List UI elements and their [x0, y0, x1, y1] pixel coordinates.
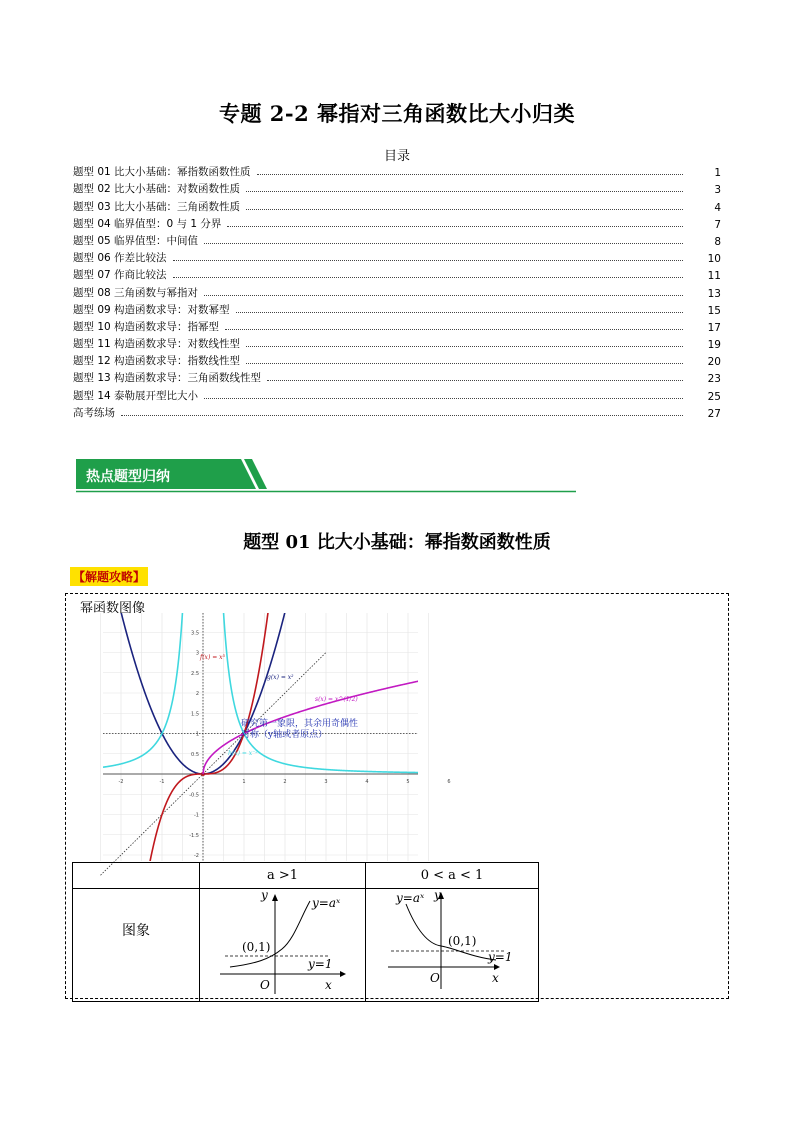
toc-page-number: 19	[707, 339, 721, 352]
toc-item[interactable]	[73, 265, 721, 282]
toc-item-label: 题型 06 作差比较法	[73, 252, 167, 265]
toc-leader	[225, 328, 683, 330]
toc-item-label: 题型 05 临界值型：中间值	[73, 234, 199, 247]
toc-page-number: 17	[707, 321, 721, 334]
table-of-contents	[73, 162, 721, 420]
toc-page-number: 25	[707, 390, 721, 403]
toc-leader	[246, 345, 683, 347]
toc-item[interactable]	[73, 162, 721, 179]
toc-heading: 目录	[383, 149, 410, 164]
toc-item-label: 题型 07 作商比较法	[73, 269, 167, 282]
toc-leader	[173, 276, 683, 278]
toc-item-label: 题型 08 三角函数与幂指对	[73, 286, 199, 299]
toc-item[interactable]	[73, 300, 721, 317]
toc-page-number: 20	[707, 356, 721, 369]
graph2-asym: y=1	[488, 950, 513, 964]
table-header-left	[73, 863, 200, 889]
toc-leader	[267, 379, 683, 381]
toc-item-label: 题型 11 构造函数求导：对数线性型	[73, 338, 241, 351]
box-title: 幂函数图像	[80, 601, 146, 616]
section-banner	[76, 459, 576, 493]
plot-note-line1: 研究第一象限，其余用奇偶性	[241, 719, 359, 729]
toc-item[interactable]	[73, 351, 721, 368]
x-tick-label: 2	[283, 779, 287, 785]
toc-leader	[246, 362, 683, 364]
y-tick-label: 0.5	[191, 751, 199, 758]
label-s: s(x) = x^(1/2)	[315, 696, 358, 703]
x-tick-label: -1	[159, 779, 165, 785]
toc-page-number: 1	[714, 167, 721, 180]
x-tick-label: -2	[118, 779, 124, 785]
x-tick-label: 3	[324, 779, 328, 785]
graph1-x-label: x	[325, 978, 332, 992]
toc-leader	[121, 414, 683, 416]
strategy-tag: 【解题攻略】	[70, 567, 148, 586]
toc-leader	[204, 242, 683, 244]
toc-page-number: 10	[707, 253, 721, 266]
section-title: 题型 01 比大小基础：幂指数函数性质	[243, 532, 551, 553]
y-tick-label: -0.5	[189, 792, 199, 799]
toc-leader	[227, 225, 683, 227]
toc-item[interactable]	[73, 196, 721, 213]
toc-item[interactable]	[73, 334, 721, 351]
y-tick-label: -1	[194, 812, 199, 819]
y-tick-label: 2.5	[191, 670, 199, 677]
toc-item-label: 题型 03 比大小基础：三角函数性质	[73, 200, 241, 213]
table-header-a-lt-1: 0 < a < 1	[366, 863, 539, 889]
toc-item-label: 题型 10 构造函数求导：指幂型	[73, 320, 220, 333]
y-tick-label: 2	[195, 691, 199, 697]
toc-item-label: 题型 13 构造函数求导：三角函数线性型	[73, 372, 262, 385]
x-tick-label: 5	[406, 779, 410, 785]
y-equals-x-line	[101, 650, 327, 876]
y-tick-label: 1	[195, 731, 199, 738]
graph-a-lt-1	[366, 889, 538, 997]
toc-item-label: 题型 02 比大小基础：对数函数性质	[73, 183, 241, 196]
y-tick-label: 3.5	[191, 630, 199, 637]
y-tick-label: -2	[194, 853, 199, 859]
toc-leader	[246, 208, 683, 210]
banner-label: 热点题型归纳	[86, 469, 170, 485]
label-f: f(x) = x³	[200, 654, 225, 661]
plot-labels	[199, 654, 358, 757]
graph2-x-label: x	[492, 971, 499, 985]
toc-leader	[204, 397, 683, 399]
graph1-y-label: y	[261, 888, 268, 902]
toc-item-label: 题型 09 构造函数求导：对数幂型	[73, 303, 230, 316]
toc-item-label: 高考练场	[73, 406, 115, 419]
curve-h-inverse-square-left	[96, 462, 188, 769]
graph2-point: (0,1)	[448, 934, 477, 948]
toc-leader	[246, 190, 683, 192]
toc-page-number: 8	[714, 235, 721, 248]
graph1-func: y=aˣ	[312, 896, 341, 910]
x-tick-label: 6	[447, 779, 451, 785]
toc-item[interactable]	[73, 214, 721, 231]
toc-item[interactable]	[73, 282, 721, 299]
toc-item-label: 题型 01 比大小基础：幂指数函数性质	[73, 166, 251, 179]
toc-leader	[173, 259, 683, 261]
graph2-y-label: y	[434, 888, 441, 902]
toc-page-number: 11	[707, 270, 721, 283]
toc-item[interactable]	[73, 231, 721, 248]
graph-cell-a-lt-1	[366, 889, 539, 1002]
graph1-point: (0,1)	[242, 940, 271, 954]
toc-item[interactable]	[73, 368, 721, 385]
x-tick-label: 4	[365, 779, 369, 785]
toc-page-number: 4	[714, 201, 721, 214]
table-row-label	[73, 889, 200, 1002]
page-title: 专题 2-2 幂指对三角函数比大小归类	[218, 101, 576, 126]
toc-page-number: 13	[707, 287, 721, 300]
toc-page-number: 15	[707, 304, 721, 317]
graph-cell-a-gt-1	[200, 889, 366, 1002]
toc-item[interactable]	[73, 403, 721, 420]
toc-item[interactable]	[73, 248, 721, 265]
toc-item[interactable]	[73, 179, 721, 196]
power-function-plot	[103, 613, 451, 861]
toc-page-number: 7	[714, 218, 721, 231]
y-tick-label: -1.5	[189, 832, 199, 839]
y-tick-label: 3	[195, 650, 199, 657]
toc-leader	[257, 173, 683, 175]
toc-item-label: 题型 04 临界值型：0 与 1 分界	[73, 217, 222, 230]
toc-item[interactable]	[73, 385, 721, 402]
graph1-origin: O	[260, 978, 270, 992]
toc-item[interactable]	[73, 317, 721, 334]
graph2-origin: O	[430, 971, 440, 985]
label-g: g(x) = x²	[267, 674, 294, 681]
exponential-table	[72, 862, 539, 1002]
graph-a-gt-1	[200, 889, 365, 997]
toc-leader	[204, 294, 683, 296]
toc-leader	[236, 311, 683, 313]
toc-page-number: 23	[707, 373, 721, 386]
toc-page-number: 27	[707, 407, 721, 420]
table-header-a-gt-1: a >1	[200, 863, 366, 889]
toc-item-label: 题型 12 构造函数求导：指数线性型	[73, 355, 241, 368]
graph2-func: y=aˣ	[396, 891, 425, 905]
y-tick-label: 1.5	[191, 711, 199, 718]
row-label-text: 图象	[122, 923, 150, 939]
toc-item-label: 题型 14 泰勒展开型比大小	[73, 389, 199, 402]
graph1-asym: y=1	[308, 957, 333, 971]
x-tick-label: 1	[242, 779, 246, 785]
plot-note-line2: 对称（y轴或者原点）	[241, 730, 328, 740]
toc-page-number: 3	[714, 184, 721, 197]
label-h: h(x) = x⁻²	[228, 750, 258, 757]
